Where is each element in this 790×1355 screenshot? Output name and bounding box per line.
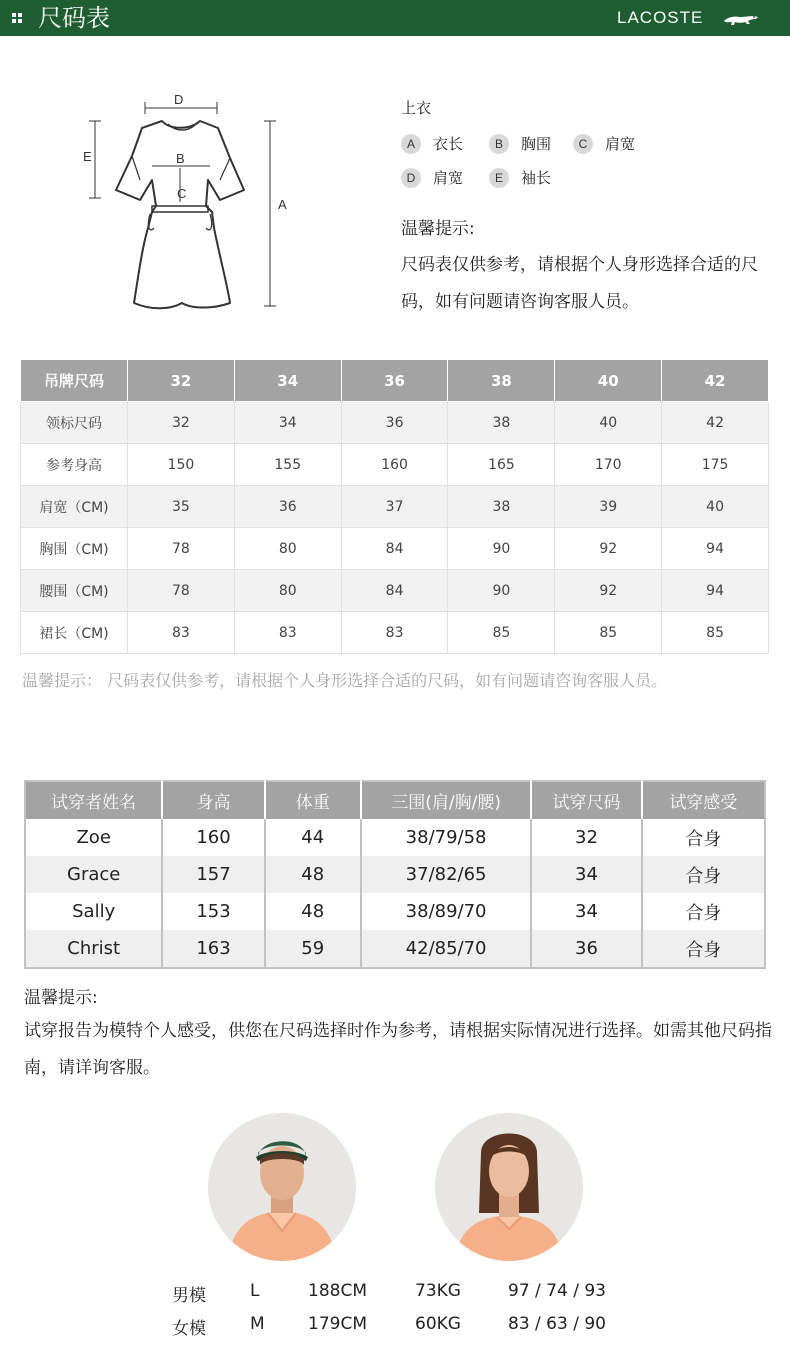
table-cell: 48 xyxy=(265,856,361,893)
table-cell: 36 xyxy=(341,402,448,444)
table-header-cell: 体重 xyxy=(265,781,361,819)
tip-title: 温馨提示: xyxy=(401,219,475,239)
table-cell: 59 xyxy=(265,930,361,968)
table-cell: 94 xyxy=(662,528,769,570)
table-cell: 38 xyxy=(448,402,555,444)
table-cell: 78 xyxy=(128,570,235,612)
model-label: 男模 xyxy=(172,1286,206,1306)
table-row xyxy=(21,528,769,570)
model-height: 188CM xyxy=(308,1281,367,1301)
dress-outline xyxy=(80,88,300,318)
legend-item-d xyxy=(401,167,463,188)
legend-text: 肩宽 xyxy=(433,169,464,187)
table-cell: 85 xyxy=(448,612,555,654)
legend-item-b xyxy=(489,133,551,154)
table-cell: 肩宽（CM) xyxy=(21,486,128,528)
model-measure: 97 / 74 / 93 xyxy=(508,1281,606,1301)
table-cell: 157 xyxy=(162,856,264,893)
legend-item-e xyxy=(489,167,551,188)
table-cell: 153 xyxy=(162,893,264,930)
table-row xyxy=(21,444,769,486)
table-cell: 裙长（CM) xyxy=(21,612,128,654)
size-note: 温馨提示： 尺码表仅供参考，请根据个人身形选择合适的尺码，如有问题请咨询客服人员。 xyxy=(22,671,668,690)
table-cell: 40 xyxy=(555,402,662,444)
table-cell: 合身 xyxy=(642,893,765,930)
table-cell: 34 xyxy=(531,893,641,930)
table-cell: 160 xyxy=(162,819,264,856)
table-cell: Zoe xyxy=(76,827,111,848)
legend-key: E xyxy=(489,168,509,188)
table-cell: 35 xyxy=(128,486,235,528)
table-cell: 42 xyxy=(662,402,769,444)
table-cell: 合身 xyxy=(642,856,765,893)
table-cell: 85 xyxy=(662,612,769,654)
table-cell: 90 xyxy=(448,528,555,570)
table-header-cell: 吊牌尺码 xyxy=(21,360,128,402)
brand-name: LACOSTE xyxy=(617,8,704,27)
model-weight: 60KG xyxy=(415,1314,461,1334)
table-cell: Sally xyxy=(72,901,116,922)
label-d: D xyxy=(174,92,184,107)
legend-key: C xyxy=(573,134,593,154)
page-title: 尺码表 xyxy=(38,4,110,32)
table-cell: 合身 xyxy=(642,930,765,968)
table-cell: 150 xyxy=(128,444,235,486)
table-cell: 165 xyxy=(448,444,555,486)
table-cell: Grace xyxy=(25,856,162,893)
table-cell: 44 xyxy=(265,819,361,856)
table-row xyxy=(21,486,769,528)
table-header-cell: 32 xyxy=(128,360,235,402)
tryon-table xyxy=(24,780,766,969)
model-size: L xyxy=(250,1281,260,1301)
grid-icon xyxy=(12,13,22,23)
table-cell: 92 xyxy=(555,528,662,570)
model-height: 179CM xyxy=(308,1314,367,1334)
table-cell: 38/79/58 xyxy=(361,819,531,856)
table-header-cell: 试穿尺码 xyxy=(531,781,641,819)
table-cell: 34 xyxy=(234,402,341,444)
table-header-row xyxy=(25,781,765,819)
table-cell: 90 xyxy=(448,570,555,612)
table-cell: 36 xyxy=(234,486,341,528)
table-cell: 48 xyxy=(265,893,361,930)
table-cell: 78 xyxy=(128,528,235,570)
tryon-tip-text: 试穿报告为模特个人感受，供您在尺码选择时作为参考，请根据实际情况进行选择。如需其他尺码指南，请详询客服。 xyxy=(24,1021,772,1078)
legend-item-c xyxy=(573,133,635,154)
legend-text: 衣长 xyxy=(433,135,464,153)
legend-key: A xyxy=(401,134,421,154)
label-e: E xyxy=(83,149,92,164)
tryon-tip-title: 温馨提示: xyxy=(24,988,98,1008)
table-cell: 39 xyxy=(555,486,662,528)
table-header-cell: 40 xyxy=(555,360,662,402)
legend-key: B xyxy=(489,134,509,154)
table-cell: 155 xyxy=(234,444,341,486)
model-size: M xyxy=(250,1314,265,1334)
label-b: B xyxy=(176,151,185,166)
table-cell: 36 xyxy=(531,930,641,968)
male-model-photo xyxy=(208,1113,356,1261)
table-row xyxy=(25,856,765,893)
table-cell: 37 xyxy=(341,486,448,528)
table-cell: 38/89/70 xyxy=(361,893,531,930)
table-cell: 175 xyxy=(662,444,769,486)
tip-text: 尺码表仅供参考，请根据个人身形选择合适的尺码，如有问题请咨询客服人员。 xyxy=(401,255,758,312)
table-cell: 83 xyxy=(234,612,341,654)
table-header-cell: 身高 xyxy=(162,781,264,819)
model-measure: 83 / 63 / 90 xyxy=(508,1314,606,1334)
table-cell: 40 xyxy=(662,486,769,528)
table-cell: 80 xyxy=(234,570,341,612)
table-cell: 84 xyxy=(341,570,448,612)
model-weight: 73KG xyxy=(415,1281,461,1301)
table-header-cell: 42 xyxy=(662,360,769,402)
table-header-cell: 三围(肩/胸/腰) xyxy=(361,781,531,819)
label-a: A xyxy=(278,197,287,212)
table-cell: 腰围（CM) xyxy=(21,570,128,612)
label-c: C xyxy=(177,186,187,201)
table-cell: 领标尺码 xyxy=(21,402,128,444)
table-row xyxy=(25,893,765,930)
table-cell: 85 xyxy=(555,612,662,654)
header-bar xyxy=(0,0,790,36)
table-header-cell: 38 xyxy=(448,360,555,402)
table-cell: 83 xyxy=(341,612,448,654)
table-cell: 合身 xyxy=(642,819,765,856)
table-cell: 38 xyxy=(448,486,555,528)
table-row xyxy=(21,612,769,654)
table-header-row xyxy=(21,360,769,402)
table-row xyxy=(21,570,769,612)
table-row xyxy=(25,930,765,968)
legend-text: 袖长 xyxy=(521,169,552,187)
legend-key: D xyxy=(401,168,421,188)
garment-diagram xyxy=(80,88,300,318)
table-cell: 37/82/65 xyxy=(361,856,531,893)
female-model-photo xyxy=(435,1113,583,1261)
crocodile-logo-icon xyxy=(722,9,760,29)
table-header-cell: 试穿者姓名 xyxy=(25,781,162,819)
table-cell: 胸围（CM) xyxy=(21,528,128,570)
table-cell: 80 xyxy=(234,528,341,570)
table-cell: 32 xyxy=(531,819,641,856)
size-table xyxy=(20,359,769,654)
model-label: 女模 xyxy=(172,1319,206,1339)
table-cell: 170 xyxy=(555,444,662,486)
table-cell: Christ xyxy=(25,930,162,968)
table-row xyxy=(21,402,769,444)
table-header-cell: 试穿感受 xyxy=(642,781,765,819)
table-cell: 83 xyxy=(128,612,235,654)
legend-category: 上衣 xyxy=(401,99,432,117)
table-cell: 84 xyxy=(341,528,448,570)
table-cell: 32 xyxy=(128,402,235,444)
table-cell: 参考身高 xyxy=(21,444,128,486)
legend-text: 胸围 xyxy=(521,135,552,153)
legend-text: 肩宽 xyxy=(605,135,636,153)
table-cell: 160 xyxy=(341,444,448,486)
table-cell: 34 xyxy=(531,856,641,893)
legend-item-a xyxy=(401,133,463,154)
table-header-cell: 34 xyxy=(234,360,341,402)
table-row xyxy=(25,819,765,856)
table-cell: 163 xyxy=(162,930,264,968)
table-cell: 42/85/70 xyxy=(361,930,531,968)
table-header-cell: 36 xyxy=(341,360,448,402)
table-cell: 92 xyxy=(555,570,662,612)
table-cell: 94 xyxy=(662,570,769,612)
